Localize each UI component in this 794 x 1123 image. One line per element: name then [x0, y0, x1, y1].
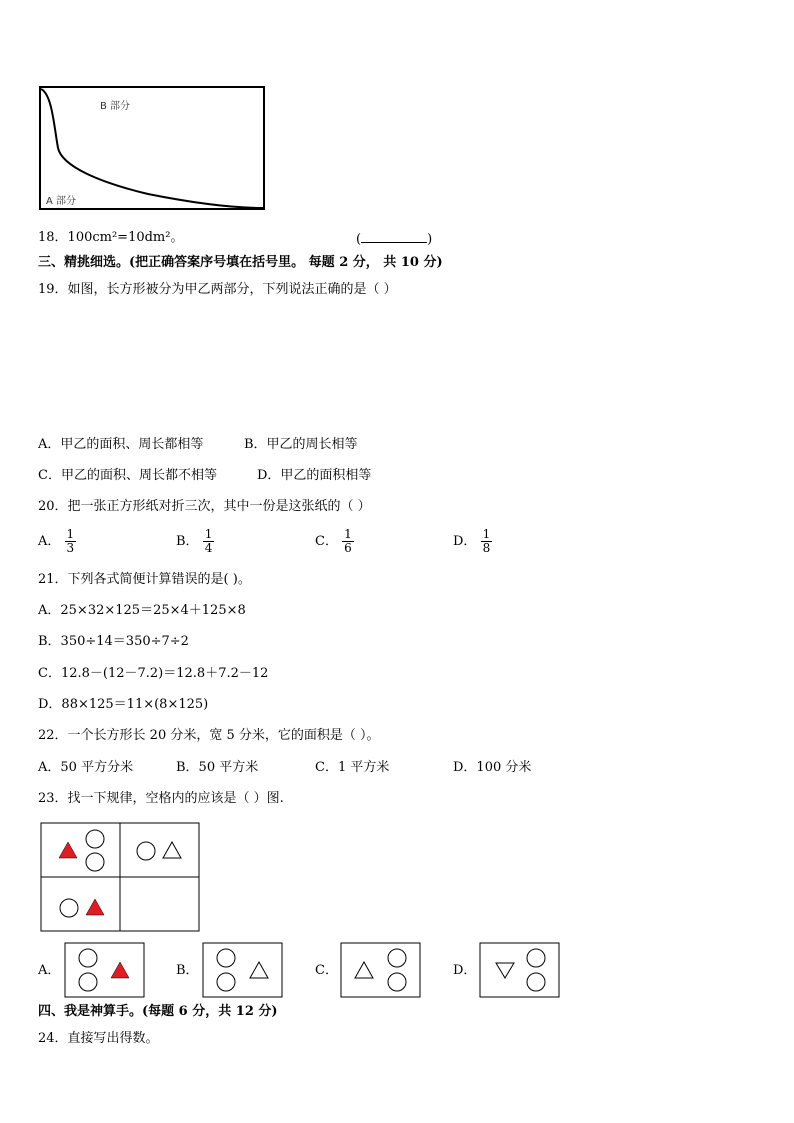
circle-icon	[388, 973, 406, 991]
q21-option-c[interactable]: C．12.8－(12－7.2)＝12.8＋7.2－12	[38, 666, 269, 681]
q21-option-b[interactable]: B．350÷14＝350÷7÷2	[38, 634, 189, 649]
circle-icon	[86, 853, 104, 871]
section3-title: 三、精挑细选。(把正确答案序号填在括号里。 每题 2 分， 共 10 分)	[38, 255, 443, 270]
frac-num: 1	[482, 527, 491, 541]
q22-option-a[interactable]: A．50 平方分米	[38, 760, 134, 775]
triangle-icon	[250, 962, 268, 978]
inverted-triangle-icon	[496, 963, 514, 978]
circle-icon	[137, 842, 155, 860]
q22-option-b[interactable]: B．50 平方米	[176, 760, 259, 775]
fraction-one-eighth	[481, 528, 493, 555]
q23-option-a-letter: A．	[38, 963, 61, 978]
circle-icon	[527, 973, 545, 991]
circle-icon	[388, 949, 406, 967]
frac-num: 1	[66, 527, 75, 541]
q23-option-b-letter: B．	[176, 963, 199, 978]
q19-option-a[interactable]: A．甲乙的面积、周长都相等	[38, 437, 204, 452]
q22-stem: 22．一个长方形长 20 分米，宽 5 分米，它的面积是（ ）。	[38, 728, 380, 743]
q19-option-b[interactable]: B．甲乙的周长相等	[244, 437, 358, 452]
fraction-one-sixth	[342, 528, 354, 555]
q19-stem: 19．如图，长方形被分为甲乙两部分，下列说法正确的是（ ）	[38, 282, 397, 297]
frac-den: 4	[204, 541, 213, 555]
q20-option-a[interactable]	[38, 528, 76, 555]
triangle-icon	[355, 962, 373, 978]
red-triangle-icon	[59, 842, 77, 858]
q20-option-d[interactable]	[453, 528, 492, 555]
frac-den: 8	[482, 541, 491, 555]
q22-option-c[interactable]: C．1 平方米	[315, 760, 390, 775]
label-b-part: B 部分	[100, 101, 131, 112]
q23-pattern-grid	[40, 822, 202, 934]
q22-option-d[interactable]: D．100 分米	[453, 760, 532, 775]
q20-option-b-letter: B．	[176, 534, 199, 549]
frac-num: 1	[344, 527, 352, 541]
label-a-part: A 部分	[46, 196, 77, 207]
q23-option-b-figure[interactable]	[202, 942, 284, 1000]
q23-option-d-figure[interactable]	[479, 942, 561, 1000]
q20-option-a-letter: A．	[38, 534, 61, 549]
q20-stem: 20．把一张正方形纸对折三次，其中一份是这张纸的（ ）	[38, 499, 371, 514]
q23-option-c-letter: C．	[315, 963, 338, 978]
q23-option-a-figure[interactable]	[64, 942, 146, 1000]
q23-option-d-letter: D．	[453, 963, 477, 978]
q19-option-d[interactable]: D．甲乙的面积相等	[257, 468, 372, 483]
red-triangle-icon	[111, 962, 129, 978]
circle-icon	[217, 949, 235, 967]
q18-paren-open: (	[356, 232, 362, 247]
section4-title: 四、我是神算手。(每题 6 分，共 12 分)	[38, 1004, 278, 1019]
q18-paren-close: )	[427, 232, 433, 247]
q18-text: 18．100cm²=10dm²。	[38, 230, 184, 245]
circle-icon	[217, 973, 235, 991]
circle-icon	[79, 973, 97, 991]
q23-stem: 23．找一下规律，空格内的应该是（ ）图.	[38, 791, 284, 806]
q23-option-c-figure[interactable]	[340, 942, 422, 1000]
red-triangle-icon	[86, 899, 104, 915]
frac-num: 1	[204, 527, 213, 541]
q20-option-c-letter: C．	[315, 534, 338, 549]
circle-icon	[60, 899, 78, 917]
q18-answer-blank[interactable]	[356, 230, 432, 248]
circle-icon	[79, 949, 97, 967]
q21-stem: 21．下列各式简便计算错误的是( )。	[38, 572, 251, 587]
triangle-icon	[163, 842, 181, 858]
q21-option-a[interactable]: A．25×32×125＝25×4＋125×8	[38, 603, 246, 618]
q20-option-d-letter: D．	[453, 534, 477, 549]
q18-blank-line[interactable]	[361, 230, 427, 243]
q20-option-c[interactable]	[315, 528, 354, 555]
circle-icon	[86, 830, 104, 848]
frac-den: 3	[66, 541, 75, 555]
q24-stem: 24．直接写出得数。	[38, 1031, 159, 1046]
q21-option-d[interactable]: D．88×125＝11×(8×125)	[38, 697, 209, 712]
fraction-one-fourth	[203, 528, 215, 555]
q19-option-c[interactable]: C．甲乙的面积、周长都不相等	[38, 468, 217, 483]
circle-icon	[527, 949, 545, 967]
frac-den: 6	[344, 541, 352, 555]
q20-option-b[interactable]	[176, 528, 214, 555]
fraction-one-third	[65, 528, 77, 555]
